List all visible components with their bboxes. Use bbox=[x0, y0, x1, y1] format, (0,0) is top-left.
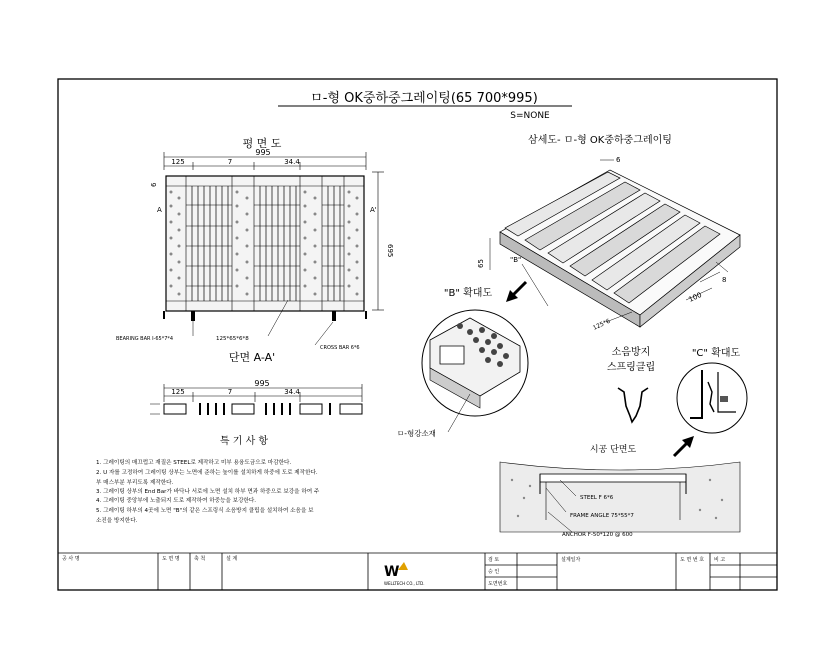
plan-dim-right: 34.4 bbox=[284, 158, 300, 166]
clip-heading-1: 소음방지 bbox=[611, 347, 651, 358]
tb-design-date: 설계일자 bbox=[561, 557, 581, 563]
plan-dim-left: 125 bbox=[171, 158, 185, 166]
iso-dim-height: 65 bbox=[477, 259, 485, 268]
plan-dim-gap: 7 bbox=[227, 158, 233, 166]
tb-design: 설 계 bbox=[226, 556, 238, 562]
drawing-title: ㅁ-형 OK중하중그레이팅(65 700*995) bbox=[310, 91, 538, 106]
detail-b-label: ㅁ-형강소재 bbox=[397, 429, 436, 438]
install-anchor-label: ANCHOR F-50*120 @ 600 bbox=[562, 532, 633, 538]
note-item: 5. 그레이팅 하부의 4곳에 노면 "B"의 같은 스프링식 소음방지 클립을 설치하여 소음을 보 bbox=[96, 508, 314, 514]
plan-dim-height: 695 bbox=[386, 244, 394, 258]
detail-c-heading: "C" 확대도 bbox=[691, 348, 741, 359]
iso-dim-len: 100 bbox=[687, 290, 703, 304]
install-steel-label: STEEL F 6*6 bbox=[580, 495, 614, 501]
tb-review: 검 토 bbox=[488, 557, 500, 563]
detail-b-heading: "B" 확대도 bbox=[443, 288, 493, 299]
scale-label: S=NONE bbox=[510, 111, 550, 121]
tb-scale: 축 척 bbox=[194, 556, 206, 562]
main-section-label: 125*65*6*8 bbox=[216, 336, 249, 342]
tb-project: 공 사 명 bbox=[62, 556, 80, 562]
plan-dim-side: 6 bbox=[150, 182, 158, 187]
note-item: 2. U 자를 고정하여 그레이팅 상부는 노면에 준하는 높이를 설치하게 하중에 도로 제작한다. bbox=[96, 470, 318, 476]
notes-list bbox=[96, 458, 320, 524]
section-dim-gap: 7 bbox=[227, 388, 233, 396]
bearing-bar-label: BEARING BAR I-65*7*4 bbox=[116, 336, 174, 342]
company-name: WELLTECH CO., LTD. bbox=[384, 581, 425, 586]
iso-mark-b: "B" bbox=[510, 256, 522, 264]
iso-dim-top: 6 bbox=[616, 156, 621, 164]
note-item: 부 매스부분 부리도록 제작한다. bbox=[96, 480, 174, 486]
iso-dim-profile: 125*6 bbox=[591, 317, 612, 332]
detail-b-view bbox=[422, 310, 528, 416]
clip-heading-2: 스프링클립 bbox=[606, 362, 656, 373]
section-dim-left: 125 bbox=[171, 388, 185, 396]
iso-heading: 삼세도- ㅁ-형 OK중하중그레이팅 bbox=[528, 135, 672, 146]
iso-dim-side: 8 bbox=[722, 276, 727, 284]
tb-approve: 승 인 bbox=[488, 569, 500, 575]
company-mark: W bbox=[384, 564, 400, 580]
install-section bbox=[500, 462, 740, 532]
section-dim-right: 34.4 bbox=[284, 388, 300, 396]
section-dim-total: 995 bbox=[254, 379, 270, 388]
section-heading: 단면 A-A' bbox=[228, 351, 276, 364]
section-mark-a-prime: A' bbox=[370, 206, 377, 214]
detail-c-view bbox=[677, 363, 747, 433]
spring-clip-shape bbox=[618, 388, 648, 422]
tb-drawing-name: 도 면 명 bbox=[162, 556, 180, 562]
arrow-c bbox=[674, 436, 694, 456]
tb-remarks: 비 고 bbox=[714, 557, 726, 563]
iso-mark-c-leader bbox=[716, 262, 728, 272]
note-item: 소진을 방지한다. bbox=[96, 518, 138, 524]
company-logo bbox=[384, 562, 425, 586]
tb-drawing-no: 도면번호 bbox=[488, 581, 508, 587]
notes-heading: 특 기 사 항 bbox=[219, 436, 269, 447]
note-item: 1. 그레이팅의 매끄럽고 재질은 STEEL로 제작하고 미부 용융도금으로 마감한다. bbox=[96, 460, 292, 466]
plan-dim-total: 995 bbox=[255, 148, 271, 157]
cross-bar-label: CROSS BAR 6*6 bbox=[320, 345, 360, 351]
section-mark-a: A bbox=[157, 206, 162, 214]
plan-heading: 평 면 도 bbox=[242, 137, 282, 150]
install-frame-label: FRAME ANGLE 75*55*7 bbox=[570, 513, 634, 519]
arrow-b bbox=[506, 282, 526, 302]
section-profile bbox=[150, 403, 362, 415]
iso-grating bbox=[500, 170, 740, 327]
tb-drawing-number: 도 면 번 호 bbox=[680, 557, 705, 563]
install-heading: 시공 단면도 bbox=[589, 445, 637, 455]
note-item: 3. 그레이팅 상부의 End Bar가 바닥나 서로에 노면 설치 하부 면과 하중으로 보강을 하여 주 bbox=[96, 489, 320, 495]
plan-grating bbox=[163, 176, 367, 321]
note-item: 4. 그레이팅 중앙부에 노출되지 도로 제작하여 하중능을 보강한다. bbox=[96, 498, 257, 504]
